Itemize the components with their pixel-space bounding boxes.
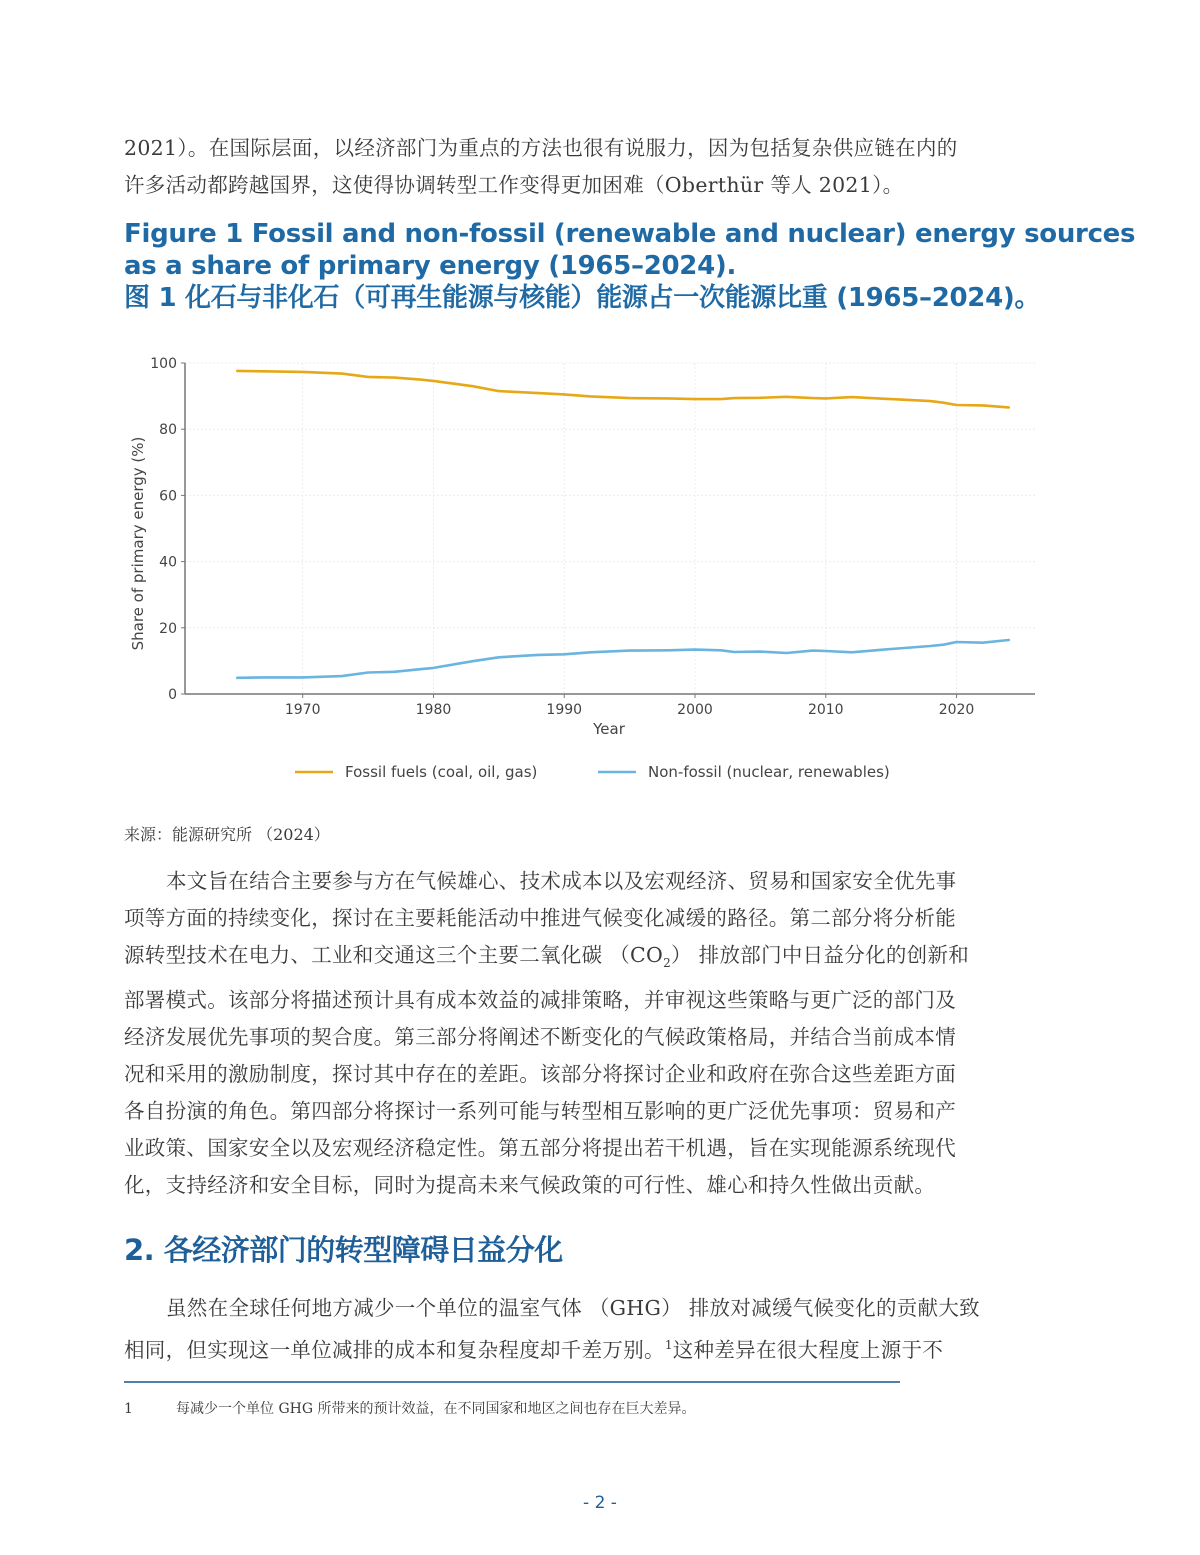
p1-line-5: 经济发展优先事项的契合度。第三部分将阐述不断变化的气候政策格局，并结合当前成本情 <box>124 1025 956 1050</box>
figure-title <box>124 218 1136 314</box>
intro-paragraph <box>124 130 1054 204</box>
footnote-text: 每减少一个单位 GHG 所带来的预计效益，在不同国家和地区之间也存在巨大差异。 <box>176 1401 696 1417</box>
y-tick-label: 60 <box>159 488 177 505</box>
line-chart <box>120 345 1060 805</box>
p1-line-2: 项等方面的持续变化，探讨在主要耗能活动中推进气候变化减缓的路径。第二部分将分析能 <box>124 906 956 930</box>
p1-line-1: 本文旨在结合主要参与方在气候雄心、技术成本以及宏观经济、贸易和国家安全优先事 <box>166 869 957 893</box>
p1-line-9: 化，支持经济和安全目标，同时为提高未来气候政策的可行性、雄心和持久性做出贡献。 <box>124 1173 936 1198</box>
figure-title-zh: 图 1 化石与非化石（可再生能源与核能）能源占一次能源比重 (1965–2024)。 <box>124 283 1041 313</box>
s2-line-2 <box>124 1327 1054 1369</box>
p1-line-6: 况和采用的激励制度，探讨其中存在的差距。该部分将探讨企业和政府在弥合这些差距方面 <box>124 1062 956 1087</box>
chart-canvas <box>120 345 1060 805</box>
p1-line-3-b: ） 排放部门中日益分化的创新和 <box>671 943 970 967</box>
s2-line-2-a: 相同，但实现这一单位减排的成本和复杂程度却千差万别。 <box>124 1337 665 1362</box>
s2-line-2-b: 这种差异在很大程度上源于不 <box>672 1337 944 1362</box>
section2-paragraph <box>124 1290 1054 1369</box>
intro-line-2: 许多活动都跨越国界，这使得协调转型工作变得更加困难（Oberthür 等人 2021）。 <box>124 173 904 197</box>
x-tick-label: 1990 <box>546 702 583 718</box>
legend-label-fossil: Fossil fuels (coal, oil, gas) <box>345 763 538 781</box>
y-tick-label: 0 <box>168 687 177 703</box>
footnote <box>124 1398 695 1418</box>
non-fossil-series-line <box>237 640 1009 678</box>
p1-line-7: 各自扮演的角色。第四部分将探讨一系列可能与转型相互影响的更广泛优先事项：贸易和产 <box>124 1099 956 1124</box>
footnote-divider <box>124 1381 900 1383</box>
fossil-series-line <box>237 371 1009 408</box>
x-tick-label: 2010 <box>807 702 844 718</box>
intro-line-1: 2021）。在国际层面，以经济部门为重点的方法也很有说服力，因为包括复杂供应链在内的 <box>124 136 958 160</box>
figure-title-en-1: Figure 1 Fossil and non-fossil (renewable and nuclear) energy sources <box>124 219 1136 249</box>
page-number: - 2 - <box>583 1493 617 1513</box>
y-tick-label: 80 <box>159 422 177 439</box>
y-tick-label: 40 <box>159 554 177 571</box>
legend-label-non-fossil: Non-fossil (nuclear, renewables) <box>648 763 890 781</box>
paragraph-overview <box>124 863 1054 1204</box>
x-axis-label: Year <box>593 720 625 738</box>
y-axis-label: Share of primary energy (%) <box>129 436 147 651</box>
p1-line-4: 部署模式。该部分将描述预计具有成本效益的减排策略，并审视这些策略与更广泛的部门及 <box>124 988 956 1013</box>
p1-line-3 <box>124 937 1054 982</box>
y-tick-label: 100 <box>150 356 177 372</box>
footnote-number: 1 <box>124 1401 133 1417</box>
x-tick-label: 2000 <box>677 702 713 718</box>
x-tick-label: 1980 <box>415 702 452 718</box>
x-tick-label: 2020 <box>938 702 975 718</box>
figure-title-en-2: as a share of primary energy (1965–2024). <box>124 251 737 281</box>
s2-line-1: 虽然在全球任何地方减少一个单位的温室气体 （GHG） 排放对减缓气候变化的贡献大致 <box>166 1296 980 1320</box>
p1-line-8: 业政策、国家安全以及宏观经济稳定性。第五部分将提出若干机遇，旨在实现能源系统现代 <box>124 1136 956 1161</box>
figure-source: 来源：能源研究所 （2024） <box>124 825 330 844</box>
footnote-ref[interactable]: 1 <box>664 1338 673 1352</box>
p1-line-3-a: 源转型技术在电力、工业和交通这三个主要二氧化碳 （CO <box>124 943 664 967</box>
x-tick-label: 1970 <box>284 702 321 718</box>
section-heading: 2. 各经济部门的转型障碍日益分化 <box>124 1233 563 1267</box>
y-tick-label: 20 <box>159 620 177 637</box>
co2-subscript: 2 <box>663 956 672 971</box>
